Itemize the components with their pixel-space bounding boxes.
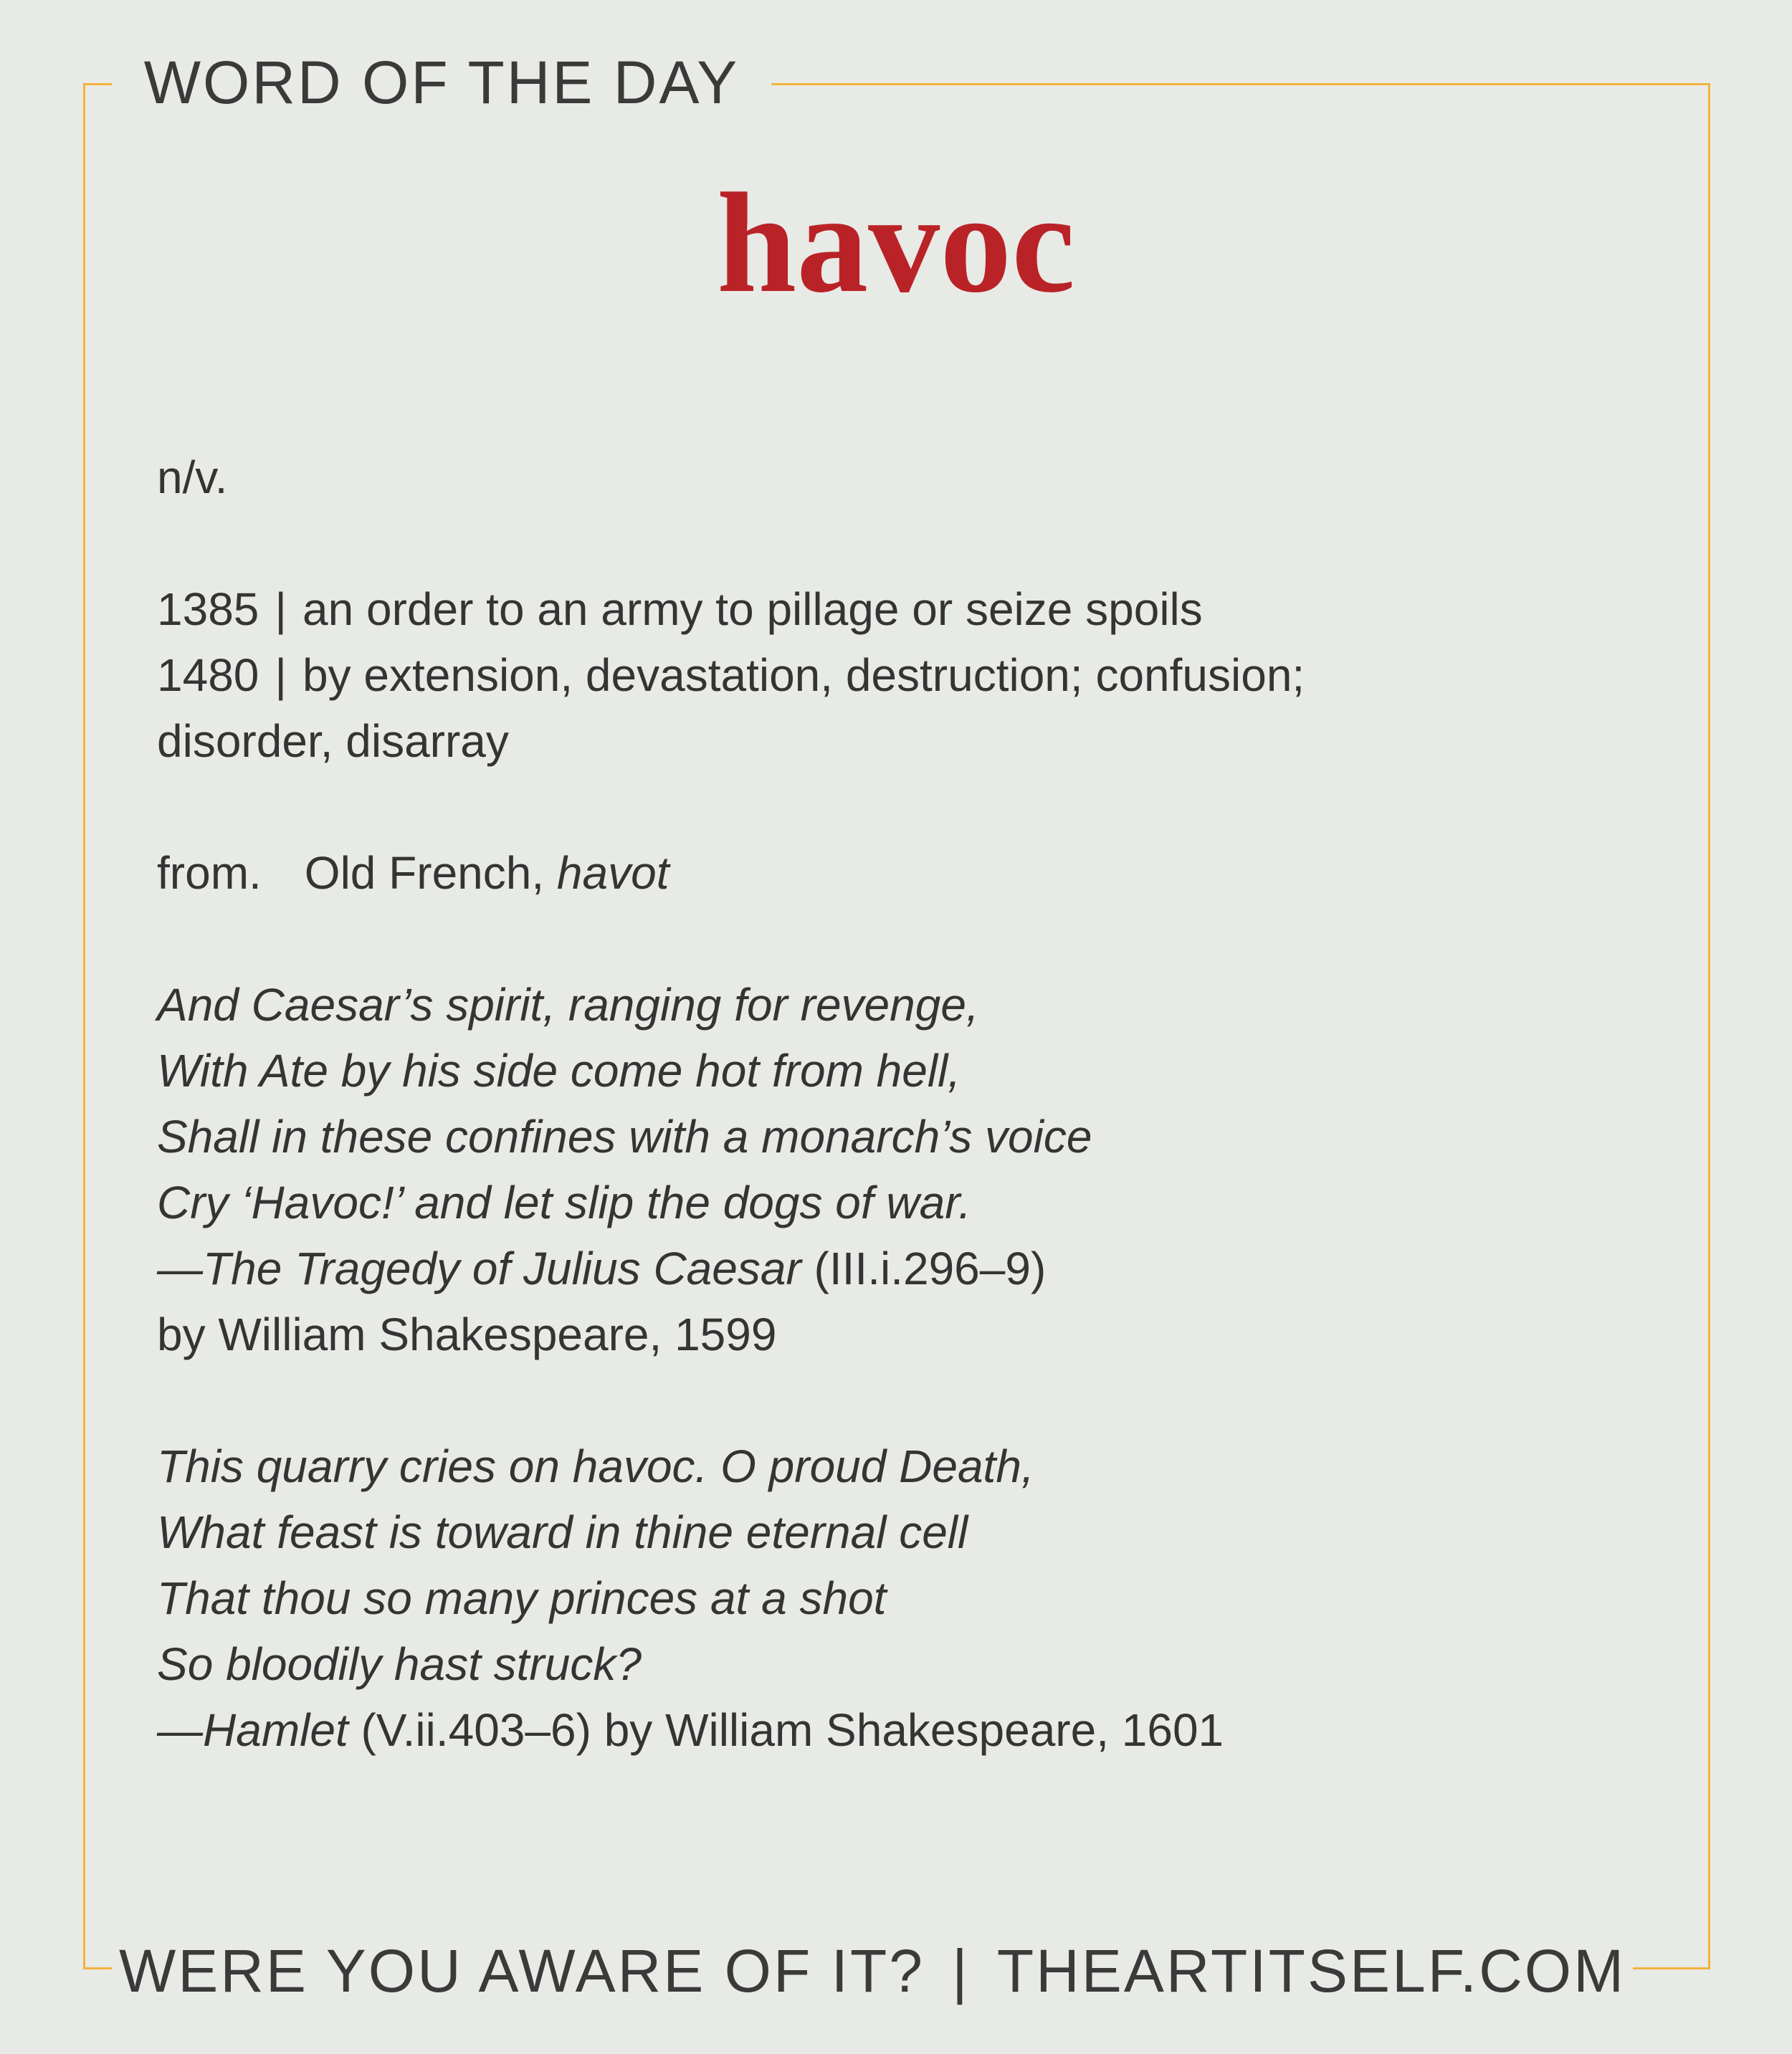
footer-separator: | — [952, 1936, 970, 2005]
definition-text: by extension, devastation, destruction; confusion; — [302, 649, 1305, 701]
quote-2-line: This quarry cries on havoc. O proud Death, — [157, 1441, 1034, 1492]
origin-language: Old French, — [304, 847, 545, 899]
quote-1-byline: by William Shakespeare, 1599 — [157, 1309, 777, 1360]
definition-separator: | — [275, 649, 287, 701]
quote-2-line: That thou so many princes at a shot — [157, 1572, 887, 1624]
quote-1-work: —The Tragedy of Julius Caesar — [157, 1243, 801, 1294]
quote-2-source — [157, 1697, 1634, 1763]
quote-2-line: What feast is toward in thine eternal cell — [157, 1506, 968, 1558]
definition-text: an order to an army to pillage or seize spoils — [302, 583, 1203, 635]
word-title: havoc — [717, 164, 1075, 323]
quote-2-work: —Hamlet — [157, 1704, 348, 1756]
definition-1 — [157, 576, 1634, 642]
quote-1-source — [157, 1236, 1634, 1301]
quote-1-line: Shall in these confines with a monarch’s voice — [157, 1111, 1092, 1162]
definition-year: 1480 — [157, 649, 259, 701]
quote-2-ref-byline: (V.ii.403–6) by William Shakespeare, 1601 — [361, 1704, 1224, 1756]
definition-2 — [157, 642, 1634, 708]
quote-1-line: Cry ‘Havoc!’ and let slip the dogs of war. — [157, 1177, 971, 1228]
quote-1-ref: (III.i.296–9) — [814, 1243, 1047, 1294]
definition-year: 1385 — [157, 583, 259, 635]
definition-2-continuation: disorder, disarray — [157, 715, 509, 767]
header-title: WORD OF THE DAY — [143, 48, 740, 116]
part-of-speech: n/v. — [157, 452, 228, 503]
header-block — [112, 29, 771, 136]
footer-block — [112, 1921, 1633, 2021]
quote-2-line: So bloodily hast struck? — [157, 1638, 642, 1690]
origin-label: from. — [157, 847, 262, 899]
origin-word: havot — [556, 847, 669, 899]
definition-separator: | — [275, 583, 287, 635]
entry-content — [157, 444, 1634, 1763]
footer-site-link[interactable]: THEARTITSELF.COM — [996, 1936, 1626, 2005]
quote-1-line: With Ate by his side come hot from hell, — [157, 1045, 961, 1097]
footer-question: WERE YOU AWARE OF IT? — [118, 1936, 925, 2005]
quote-1-line: And Caesar’s spirit, ranging for revenge, — [157, 979, 979, 1031]
origin — [157, 840, 1634, 906]
